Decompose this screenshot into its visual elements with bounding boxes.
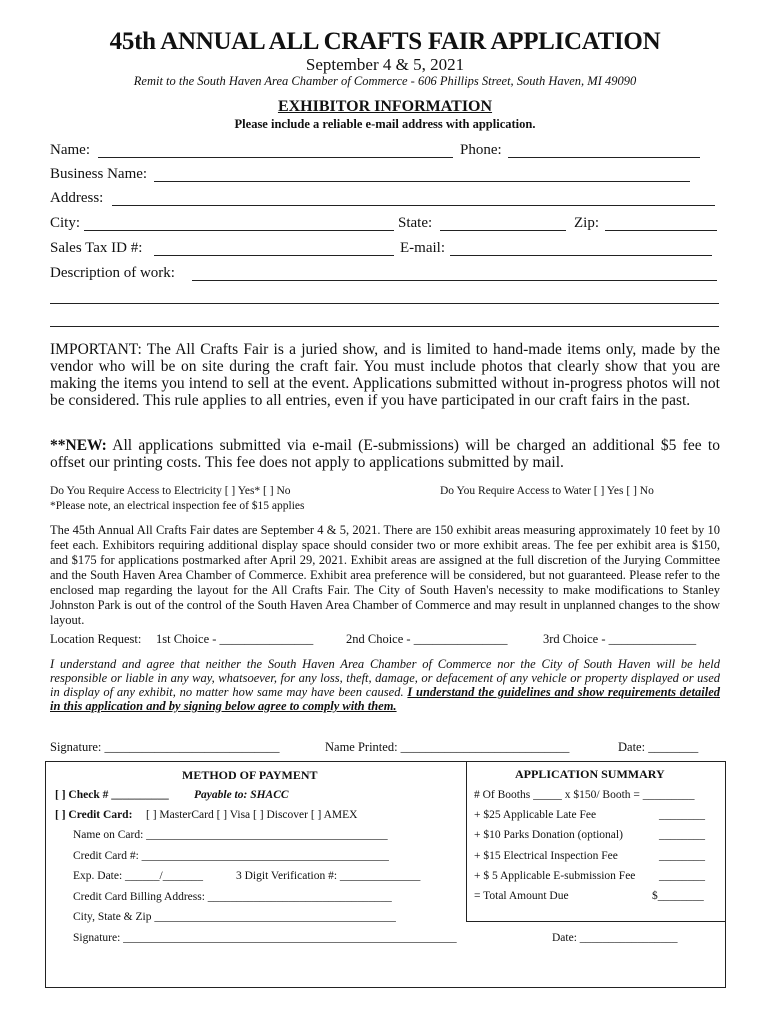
state-field[interactable]: [440, 230, 566, 231]
phone-field[interactable]: [508, 157, 700, 158]
late-fee-blank[interactable]: ________: [659, 809, 705, 821]
zip-field[interactable]: [605, 230, 717, 231]
booths-line[interactable]: # Of Booths _____ x $150/ Booth = _________: [474, 789, 695, 801]
remit-address: Remit to the South Haven Area Chamber of Commerce - 606 Phillips Street, South Haven, MI 49090: [133, 74, 637, 88]
electrical-fee-line: + $15 Electrical Inspection Fee: [474, 850, 618, 862]
form-title: 45th ANNUAL ALL CRAFTS FAIR APPLICATION: [109, 28, 661, 55]
billing-address-field[interactable]: Credit Card Billing Address: ________________________________: [73, 891, 392, 903]
credit-card-option[interactable]: [ ] Credit Card:: [55, 809, 133, 821]
business-label: Business Name:: [50, 166, 148, 182]
verification-field[interactable]: 3 Digit Verification #: ______________: [236, 870, 421, 882]
email-label: E-mail:: [400, 240, 445, 256]
payable-to: Payable to: SHACC: [194, 789, 289, 801]
zip-label: Zip:: [574, 215, 599, 231]
signature-field[interactable]: Signature: ____________________________: [50, 740, 280, 754]
electricity-question[interactable]: Do You Require Access to Electricity [ ] Yes* [ ] No: [50, 485, 291, 497]
liability-text: I understand and agree that neither the South Haven Area Chamber of Commerce nor the City of South Haven will be held responsible or liable in any way, whatsoever, for any loss, theft, damage, or defacement of any vehicle or property displayed or used in display of any exhibit, no matter how same may have been caused.: [50, 657, 720, 699]
name-printed-field[interactable]: Name Printed: ___________________________: [325, 740, 570, 754]
card-types[interactable]: [ ] MasterCard [ ] Visa [ ] Discover [ ] AMEX: [146, 809, 358, 821]
esubmission-fee-blank[interactable]: ________: [659, 870, 705, 882]
exp-date-field[interactable]: Exp. Date: ______/_______: [73, 870, 203, 882]
tax-id-field[interactable]: [154, 255, 394, 256]
business-field[interactable]: [154, 181, 690, 182]
name-label: Name:: [50, 142, 90, 158]
city-field[interactable]: [84, 230, 394, 231]
liability-agreement: [50, 657, 720, 713]
name-on-card-field[interactable]: Name on Card: __________________________________________: [73, 829, 388, 841]
description-field[interactable]: [192, 280, 717, 281]
new-fee-notice: [50, 437, 720, 471]
card-number-field[interactable]: Credit Card #: ___________________________________________: [73, 850, 389, 862]
check-option[interactable]: [ ] Check # __________: [55, 789, 169, 801]
event-dates: September 4 & 5, 2021: [305, 55, 465, 74]
state-label: State:: [398, 215, 433, 231]
water-question[interactable]: Do You Require Access to Water [ ] Yes [ ] No: [440, 485, 654, 497]
electrical-fee-note: *Please note, an electrical inspection fee of $15 applies: [50, 500, 305, 512]
phone-label: Phone:: [460, 142, 502, 158]
parks-donation-line: + $10 Parks Donation (optional): [474, 829, 623, 841]
late-fee-line: + $25 Applicable Late Fee: [474, 809, 597, 821]
location-second-choice[interactable]: 2nd Choice - _______________: [346, 632, 508, 646]
description-line-2[interactable]: [50, 303, 719, 304]
description-line-3[interactable]: [50, 326, 719, 327]
location-third-choice[interactable]: 3rd Choice - ______________: [543, 632, 697, 646]
total-due-blank[interactable]: $________: [652, 890, 704, 902]
payment-date-field[interactable]: Date: _________________: [552, 932, 678, 944]
location-label: Location Request:: [50, 632, 142, 646]
exhibitor-section-title: EXHIBITOR INFORMATION: [277, 98, 493, 115]
address-label: Address:: [50, 190, 104, 206]
important-notice: IMPORTANT: The All Crafts Fair is a juried show, and is limited to hand-made items only, made by the vendor who will be on site during the craft fair. You must include photos that clearly show that you are making the items you intend to sell at the event. Applications submitted without in-progress photos will not be considered. This rule applies to all entries, even if you have participated in our craft fairs in the past.: [50, 341, 720, 409]
agreement-bold: I understand the guidelines and show requirements detailed in this application and by signing below agree to comply with them.: [50, 685, 720, 713]
email-field[interactable]: [450, 255, 712, 256]
description-label: Description of work:: [50, 265, 175, 281]
email-note: Please include a reliable e-mail address with application.: [234, 117, 536, 131]
location-first-choice[interactable]: 1st Choice - _______________: [156, 632, 314, 646]
parks-donation-blank[interactable]: ________: [659, 829, 705, 841]
payment-signature-field[interactable]: Signature: __________________________________________________________: [73, 932, 457, 944]
new-label: **NEW:: [50, 437, 107, 454]
fair-details: The 45th Annual All Crafts Fair dates are September 4 & 5, 2021. There are 150 exhibit areas measuring approximately 10 feet by 10 feet each. Exhibitors requiring additional display space should consider two or more exhibit areas. The fee per exhibit area is $150, and $175 for applications postmarked after April 29, 2021. Exhibit areas are assigned at the full discretion of the Jurying Committee and the South Haven Area Chamber of Commerce. Exhibit area preference will be considered, but not guaranteed. Please refer to the enclosed map regarding the layout for the All Crafts Fair. The City of South Haven's necessity to make modifications to Stanley Johnston Park is out of the control of the South Haven Area Chamber of Commerce and may result in unplanned changes to the show layout.: [50, 523, 720, 627]
electrical-fee-blank[interactable]: ________: [659, 850, 705, 862]
city-state-zip-field[interactable]: City, State & Zip __________________________________________: [73, 911, 396, 923]
new-fee-text: All applications submitted via e-mail (E-submissions) will be charged an additional $5 fee to offset our printing costs. This fee does not apply to applications submitted by mail.: [50, 437, 720, 471]
city-label: City:: [50, 215, 81, 231]
summary-title: APPLICATION SUMMARY: [515, 767, 665, 781]
payment-title: METHOD OF PAYMENT: [182, 768, 318, 782]
name-field[interactable]: [98, 157, 453, 158]
tax-id-label: Sales Tax ID #:: [50, 240, 143, 256]
signature-date-field[interactable]: Date: ________: [618, 740, 699, 754]
address-field[interactable]: [112, 205, 715, 206]
total-due-line: = Total Amount Due: [474, 890, 569, 902]
esubmission-fee-line: + $ 5 Applicable E-submission Fee: [474, 870, 636, 882]
